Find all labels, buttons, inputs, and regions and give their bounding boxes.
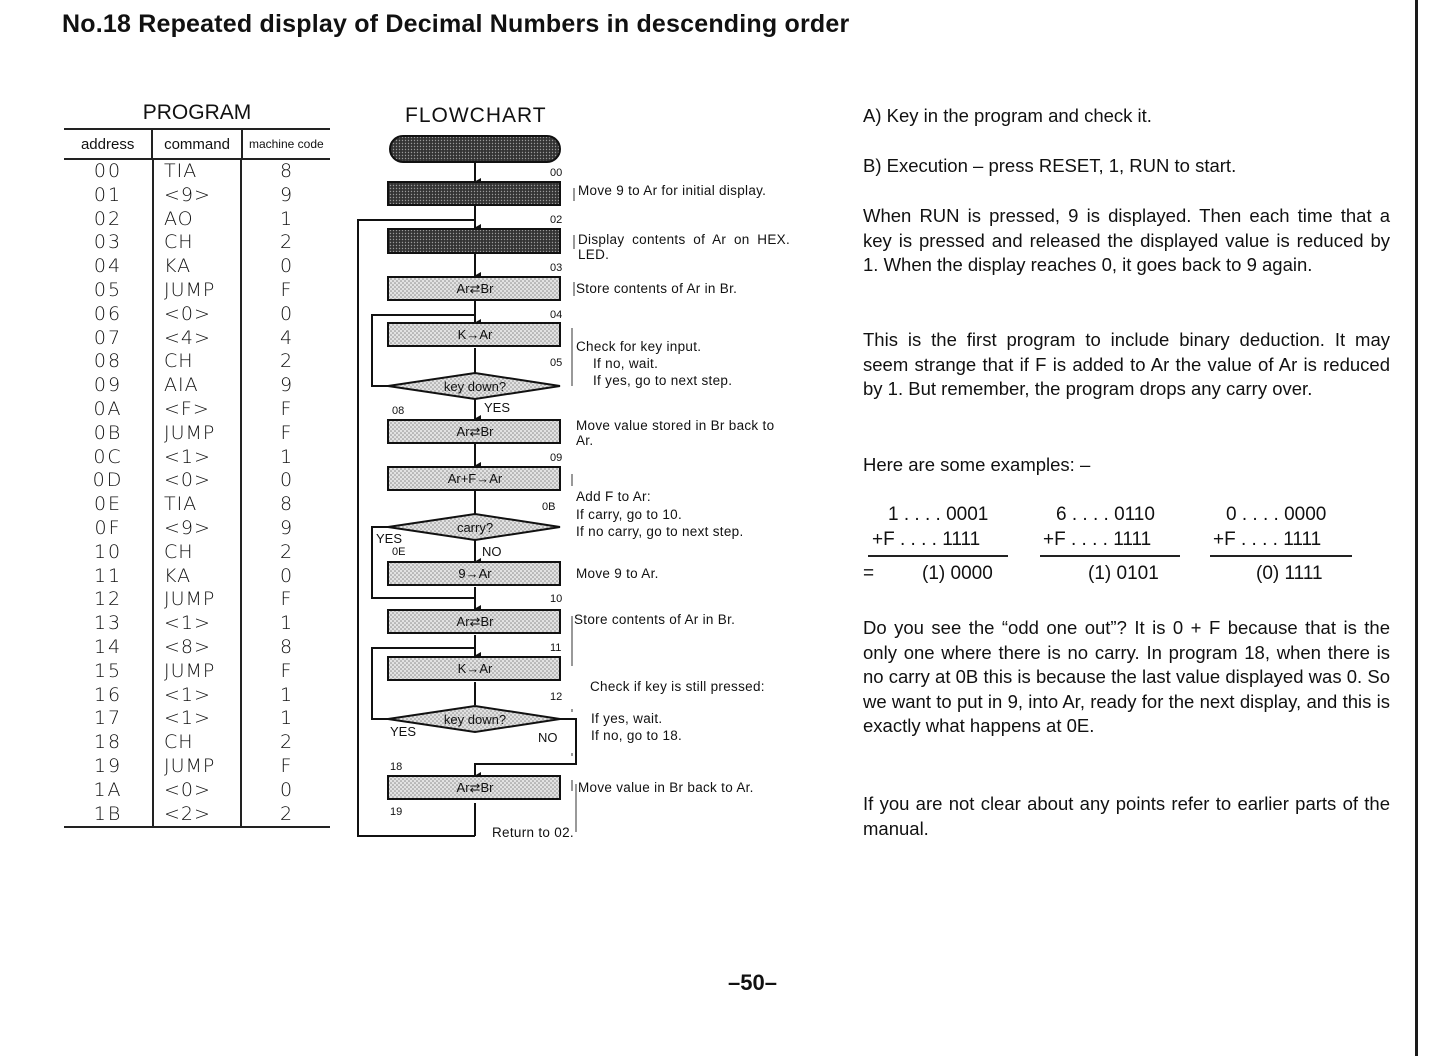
header-command: command <box>151 130 240 158</box>
table-row <box>64 279 330 303</box>
machine-code-cell: 0 <box>240 779 330 803</box>
example-1-line1: 1 . . . . 0001 <box>888 504 989 525</box>
table-row <box>64 208 330 232</box>
note-11: Check if key is still pressed: <box>590 679 765 694</box>
note-00: Move 9 to Ar for initial display. <box>578 183 767 198</box>
branch-yes-label: YES <box>390 724 417 739</box>
machine-code-cell: 1 <box>240 707 330 731</box>
machine-code-cell: F <box>240 398 330 422</box>
address-label: 0B <box>542 501 556 513</box>
address-label: 12 <box>550 691 563 703</box>
command-cell: <1> <box>152 446 240 470</box>
address-cell: 18 <box>93 731 123 754</box>
command-cell: AIA <box>152 374 240 398</box>
address-cell: 1B <box>93 802 123 825</box>
machine-code-cell: 0 <box>240 469 330 493</box>
table-row <box>64 493 330 517</box>
address-label: 0E <box>392 546 406 558</box>
machine-code-cell: 8 <box>240 636 330 660</box>
address-cell: 16 <box>93 683 123 706</box>
machine-code-cell: 2 <box>240 541 330 565</box>
command-cell: <4> <box>152 327 240 351</box>
note-11-yes: If yes, wait. <box>591 711 663 726</box>
example-1-rule <box>868 555 1008 557</box>
machine-code-cell: 1 <box>240 612 330 636</box>
machine-code-cell: 1 <box>240 208 330 232</box>
address-label: 11 <box>550 642 562 654</box>
branch-yes-label: YES <box>484 400 511 415</box>
start-terminal <box>390 136 560 162</box>
note-04-yes: If yes, go to next step. <box>593 373 733 388</box>
address-label: 03 <box>550 262 563 274</box>
command-cell: JUMP <box>152 660 240 684</box>
example-3-line1: 0 . . . . 0000 <box>1226 504 1327 525</box>
address-cell: 07 <box>93 326 123 349</box>
table-row <box>64 517 330 541</box>
box-restore-ar-2-label: Ar⇄Br <box>456 780 494 795</box>
address-label: 08 <box>392 405 405 417</box>
command-cell: <8> <box>152 636 240 660</box>
address-label: 02 <box>550 214 563 226</box>
program-table <box>64 128 330 828</box>
example-2-rule <box>1040 555 1180 557</box>
address-label: 09 <box>550 452 563 464</box>
machine-code-cell: F <box>240 422 330 446</box>
command-cell: JUMP <box>152 588 240 612</box>
box-restore-ar-label: Ar⇄Br <box>456 424 494 439</box>
example-3-line2: +F . . . . 1111 <box>1213 529 1322 550</box>
address-label: 00 <box>550 167 563 179</box>
example-3-rule <box>1210 555 1352 557</box>
address-label: 19 <box>390 806 403 818</box>
machine-code-cell: 1 <box>240 684 330 708</box>
paragraph-2: This is the first program to include binary deduction. It may seem strange that if F is added to Ar the value of Ar is reduced by 1. But remember, the program drops any carry over. <box>863 329 1390 399</box>
address-cell: 0A <box>93 397 123 420</box>
address-cell: 09 <box>93 374 123 397</box>
command-cell: <9> <box>152 517 240 541</box>
table-row <box>64 350 330 374</box>
instruction-a: A) Key in the program and check it. <box>863 105 1152 126</box>
table-row <box>64 660 330 684</box>
header-address: address <box>80 135 135 153</box>
machine-code-cell: 0 <box>240 565 330 589</box>
branch-yes-label: YES <box>376 531 403 546</box>
branch-no-label: NO <box>482 544 502 559</box>
command-cell: TIA <box>152 160 240 184</box>
branch-no-label: NO <box>538 730 558 745</box>
example-1-line2: +F . . . . 1111 <box>872 529 981 550</box>
instruction-b: B) Execution – press RESET, 1, RUN to start. <box>863 155 1237 176</box>
table-row <box>64 779 330 803</box>
address-label: 18 <box>390 761 403 773</box>
note-0e: Move 9 to Ar. <box>576 566 659 581</box>
note-09-carry: If carry, go to 10. <box>576 507 682 522</box>
table-row <box>64 684 330 708</box>
command-cell: CH <box>152 350 240 374</box>
address-cell: 17 <box>93 707 123 730</box>
note-04-no: If no, wait. <box>593 356 659 371</box>
note-11-no: If no, go to 18. <box>591 728 683 743</box>
address-cell: 05 <box>93 278 123 301</box>
flowchart-title: FLOWCHART <box>405 104 547 127</box>
address-cell: 00 <box>93 160 123 182</box>
decision-key-down-2-label: key down? <box>443 712 507 727</box>
address-cell: 08 <box>93 350 123 373</box>
address-cell: 1A <box>93 778 123 801</box>
box-display <box>388 229 560 253</box>
machine-code-cell: F <box>240 279 330 303</box>
paragraph-3: Here are some examples: – <box>863 454 1091 475</box>
machine-code-cell: 8 <box>240 160 330 184</box>
machine-code-cell: 1 <box>240 446 330 470</box>
page-number: –50– <box>728 970 777 995</box>
machine-code-cell: 9 <box>240 374 330 398</box>
address-cell: 12 <box>93 588 123 611</box>
example-3-result: (0) 1111 <box>1256 563 1323 584</box>
machine-code-cell: 0 <box>240 303 330 327</box>
table-row <box>64 422 330 446</box>
machine-code-cell: 2 <box>240 350 330 374</box>
table-row <box>64 588 330 612</box>
table-row <box>64 303 330 327</box>
table-row <box>64 446 330 470</box>
machine-code-cell: F <box>240 755 330 779</box>
machine-code-cell: 2 <box>240 231 330 255</box>
command-cell: <0> <box>152 303 240 327</box>
address-cell: 0B <box>93 421 123 444</box>
command-cell: CH <box>152 731 240 755</box>
machine-code-cell: F <box>240 588 330 612</box>
example-2-line2: +F . . . . 1111 <box>1043 529 1152 550</box>
table-row <box>64 160 330 184</box>
table-row <box>64 231 330 255</box>
table-row <box>64 469 330 493</box>
address-cell: 13 <box>93 612 123 635</box>
address-label: 05 <box>550 357 563 369</box>
program-title: PROGRAM <box>142 101 252 124</box>
program-table-body <box>64 160 330 826</box>
table-row <box>64 731 330 755</box>
box-load-9-again-label: 9→Ar <box>458 566 492 581</box>
command-cell: JUMP <box>152 755 240 779</box>
note-09-nocarry: If no carry, go to next step. <box>576 524 744 539</box>
command-cell: JUMP <box>152 279 240 303</box>
note-08: Move value stored in Br back to Ar. <box>576 418 775 448</box>
table-row <box>64 255 330 279</box>
example-2-line1: 6 . . . . 0110 <box>1056 504 1155 525</box>
address-cell: 03 <box>93 231 123 254</box>
address-cell: 04 <box>93 255 123 278</box>
address-cell: 0E <box>93 493 123 516</box>
command-cell: <0> <box>152 779 240 803</box>
command-cell: JUMP <box>152 422 240 446</box>
machine-code-cell: 4 <box>240 327 330 351</box>
header-machine-code: machine code <box>241 130 330 158</box>
command-cell: <2> <box>152 803 240 827</box>
table-row <box>64 803 330 827</box>
decision-key-down-label: key down? <box>443 379 507 394</box>
address-cell: 06 <box>93 302 123 325</box>
example-1-result: (1) 0000 <box>922 563 993 584</box>
paragraph-5: If you are not clear about any points refer to earlier parts of the manual. <box>863 793 1390 839</box>
machine-code-cell: 8 <box>240 493 330 517</box>
machine-code-cell: 9 <box>240 184 330 208</box>
command-cell: <1> <box>152 612 240 636</box>
table-row <box>64 565 330 589</box>
table-row <box>64 612 330 636</box>
machine-code-cell: 0 <box>240 255 330 279</box>
return-label: Return to 02. <box>492 825 574 840</box>
address-cell: 0F <box>94 516 122 539</box>
page-title: No.18 Repeated display of Decimal Numbers in descending order <box>62 10 850 38</box>
command-cell: <0> <box>152 469 240 493</box>
note-02: Display contents of Ar on HEX. LED. <box>578 232 790 262</box>
box-key-input-label: K→Ar <box>457 327 493 342</box>
command-cell: CH <box>152 231 240 255</box>
box-store-ar-br-2-label: Ar⇄Br <box>456 614 494 629</box>
note-04: Check for key input. <box>576 339 702 354</box>
box-key-input-2-label: K→Ar <box>457 661 493 676</box>
command-cell: <1> <box>152 707 240 731</box>
decision-carry-label: carry? <box>456 520 494 535</box>
note-10: Store contents of Ar in Br. <box>574 612 736 627</box>
page-edge <box>1415 0 1440 1056</box>
machine-code-cell: 2 <box>240 731 330 755</box>
equals-sign: = <box>863 563 875 584</box>
table-row <box>64 398 330 422</box>
address-cell: 0C <box>93 445 123 468</box>
command-cell: <1> <box>152 684 240 708</box>
command-cell: KA <box>152 255 240 279</box>
command-cell: <9> <box>152 184 240 208</box>
note-18: Move value in Br back to Ar. <box>578 780 754 795</box>
note-03: Store contents of Ar in Br. <box>576 281 738 296</box>
address-cell: 11 <box>93 564 123 587</box>
table-row <box>64 184 330 208</box>
machine-code-cell: 2 <box>240 803 330 827</box>
table-row <box>64 327 330 351</box>
table-row <box>64 636 330 660</box>
address-cell: 02 <box>93 207 123 230</box>
table-row <box>64 755 330 779</box>
example-2-result: (1) 0101 <box>1088 563 1159 584</box>
note-09: Add F to Ar: <box>576 489 651 504</box>
address-cell: 14 <box>93 635 123 658</box>
address-cell: 10 <box>93 540 123 563</box>
paragraph-1: When RUN is pressed, 9 is displayed. Then each time that a key is pressed and released the displayed value is reduced by 1. When the display reaches 0, it goes back to 9 again. <box>863 205 1390 275</box>
address-cell: 01 <box>93 183 123 206</box>
command-cell: AO <box>152 208 240 232</box>
table-row <box>64 707 330 731</box>
table-row <box>64 541 330 565</box>
command-cell: KA <box>152 565 240 589</box>
address-cell: 0D <box>92 469 124 492</box>
machine-code-cell: 9 <box>240 517 330 541</box>
address-cell: 19 <box>93 754 123 777</box>
address-label: 04 <box>550 309 563 321</box>
box-load-9 <box>388 182 560 205</box>
command-cell: CH <box>152 541 240 565</box>
paragraph-4: Do you see the “odd one out”? It is 0 + F because that is the only one where there is no carry. In program 18, when there is no carry at 0B this is because the last value displayed was 0. So we want to put in 9, into Ar, ready for the next display, and this is exactly what happens at 0E. <box>863 617 1390 736</box>
machine-code-cell: F <box>240 660 330 684</box>
box-store-ar-br-label: Ar⇄Br <box>456 281 494 296</box>
command-cell: TIA <box>152 493 240 517</box>
box-add-f-label: Ar+F→Ar <box>447 471 503 486</box>
address-cell: 15 <box>93 659 123 682</box>
program-table-header <box>64 130 330 160</box>
command-cell: <F> <box>152 398 240 422</box>
table-row <box>64 374 330 398</box>
address-label: 10 <box>550 593 563 605</box>
